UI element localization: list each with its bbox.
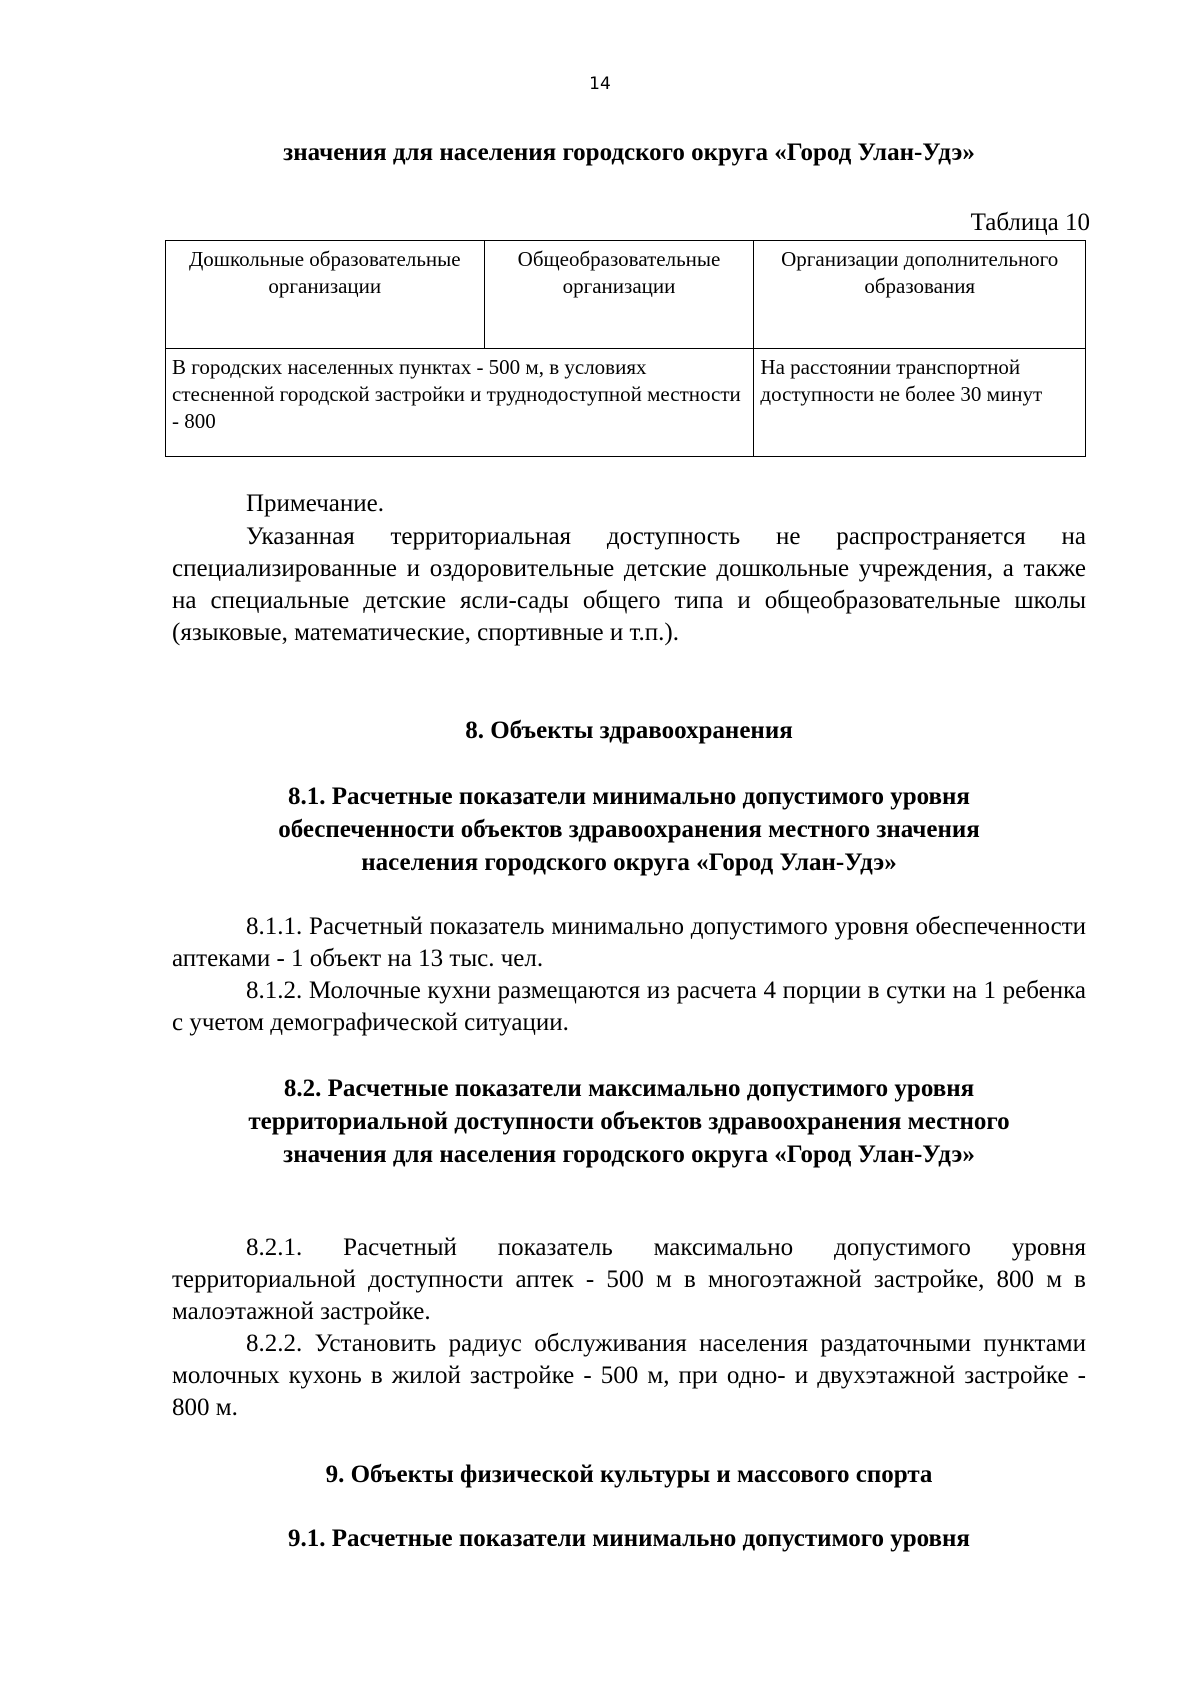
- top-heading: значения для населения городского округа «Город Улан-Удэ»: [283, 139, 975, 166]
- paragraph-8-2-1: 8.2.1. Расчетный показатель максимально допустимого уровня территориальной доступности аптек - 500 м в многоэтажной застройке, 800 м в малоэтажной застройке.: [172, 1234, 1086, 1325]
- table-caption: Таблица 10: [970, 209, 1090, 236]
- page-number: 14: [589, 74, 611, 94]
- table-header-cell: Организации дополнительного образования: [754, 241, 1086, 349]
- subsection-8-1-title: 8.1. Расчетные показатели минимально допустимого уровня обеспеченности объектов здравоохранения местного значения населения городского округа «Город Улан-Удэ»: [278, 783, 980, 876]
- table-row: [166, 349, 1086, 457]
- paragraph-8-1-2: 8.1.2. Молочные кухни размещаются из расчета 4 порции в сутки на 1 ребенка с учетом демографической ситуации.: [172, 977, 1086, 1036]
- subsection-9-1-title: 9.1. Расчетные показатели минимально допустимого уровня: [288, 1525, 970, 1552]
- table-header-cell: Общеобразовательные организации: [484, 241, 754, 349]
- paragraph-8-1-1: 8.1.1. Расчетный показатель минимально допустимого уровня обеспеченности аптеками - 1 объект на 13 тыс. чел.: [172, 913, 1086, 972]
- note-label: Примечание.: [246, 490, 385, 517]
- table-cell: На расстоянии транспортной доступности не более 30 минут: [754, 349, 1086, 457]
- norms-table: [165, 240, 1086, 457]
- table-header-row: [166, 241, 1086, 349]
- section-9-title: 9. Объекты физической культуры и массового спорта: [325, 1461, 933, 1488]
- note-text: Указанная территориальная доступность не распространяется на специализированные и оздоровительные детские дошкольные учреждения, а также на специальные детские ясли-сады общего типа и общеобразовательные школы (языковые, математические, спортивные и т.п.).: [172, 523, 1086, 646]
- table-cell: В городских населенных пунктах - 500 м, в условиях стесненной городской застройки и труднодоступной местности - 800: [166, 349, 754, 457]
- paragraph-8-2-2: 8.2.2. Установить радиус обслуживания населения раздаточными пунктами молочных кухонь в жилой застройке - 500 м, при одно- и двухэтажной застройке - 800 м.: [172, 1330, 1086, 1421]
- subsection-8-2-title: 8.2. Расчетные показатели максимально допустимого уровня территориальной доступности объектов здравоохранения местного значения для населения городского округа «Город Улан-Удэ»: [248, 1075, 1010, 1168]
- table-header-cell: Дошкольные образовательные организации: [166, 241, 485, 349]
- section-8-title: 8. Объекты здравоохранения: [465, 717, 793, 744]
